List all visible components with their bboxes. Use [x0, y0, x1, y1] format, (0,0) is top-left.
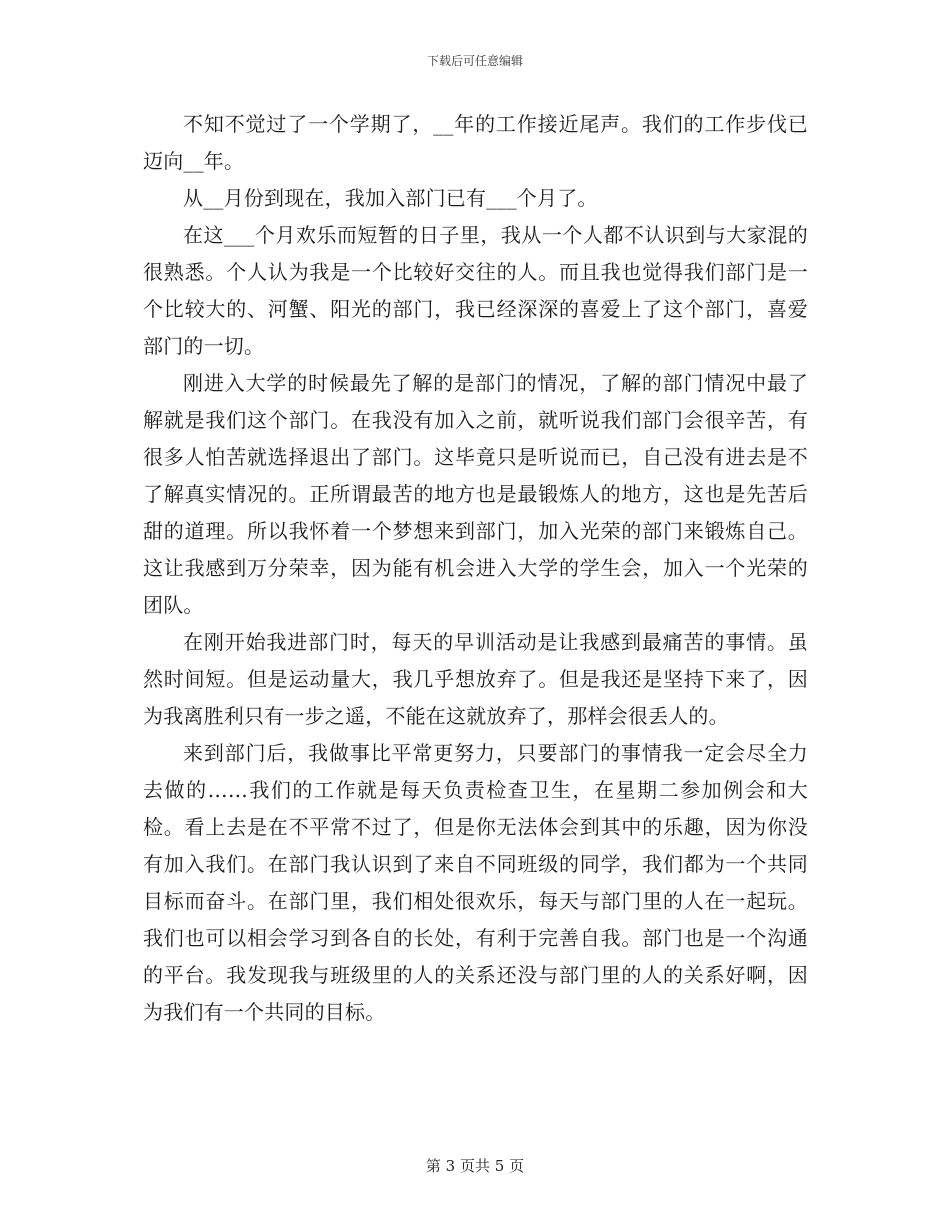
paragraph-6: 来到部门后，我做事比平常更努力，只要部门的事情我一定会尽全力去做的……我们的工作就是每天负责检查卫生，在星期二参加例会和大检。看上去是在不平常不过了，但是你无法体会到其中的乐趣，因为你没有加入我们。在部门我认识到了来自不同班级的同学，我们都为一个共同目标而奋斗。在部门里，我们相处很欢乐，每天与部门里的人在一起玩。我们也可以相会学习到各自的长处，有利于完善自我。部门也是一个沟通的平台。我发现我与班级里的人的关系还没与部门里的人的关系好啊，因为我们有一个共同的目标。 — [143, 741, 808, 1024]
page-number-footer: 第 3 页共 5 页 — [425, 1157, 525, 1175]
paragraph-1: 不知不觉过了一个学期了，__年的工作接近尾声。我们的工作步伐已迈向__年。 — [143, 112, 808, 173]
paragraph-2: 从__月份到现在，我加入部门已有___个月了。 — [183, 186, 598, 210]
page-header: 下载后可任意编辑 — [426, 54, 523, 68]
document-body — [143, 106, 808, 1031]
paragraph-4: 刚进入大学的时候最先了解的是部门的情况，了解的部门情况中最了解就是我们这个部门。在我没有加入之前，就听说我们部门会很辛苦，有很多人怕苦就选择退出了部门。这毕竟只是听说而已，自己没有进去是不了解真实情况的。正所谓最苦的地方也是最锻炼人的地方，这也是先苦后甜的道理。所以我怀着一个梦想来到部门，加入光荣的部门来锻炼自己。这让我感到万分荣幸，因为能有机会进入大学的学生会，加入一个光荣的团队。 — [143, 371, 808, 617]
paragraph-5: 在刚开始我进部门时，每天的早训活动是让我感到最痛苦的事情。虽然时间短。但是运动量大，我几乎想放弃了。但是我还是坚持下来了，因为我离胜利只有一步之遥，不能在这就放弃了，那样会很丢人的。 — [143, 630, 808, 728]
paragraph-3: 在这___个月欢乐而短暂的日子里，我从一个人都不认识到与大家混的很熟悉。个人认为我是一个比较好交往的人。而且我也觉得我们部门是一个比较大的、河蟹、阳光的部门，我已经深深的喜爱上了这个部门，喜爱部门的一切。 — [143, 223, 808, 358]
